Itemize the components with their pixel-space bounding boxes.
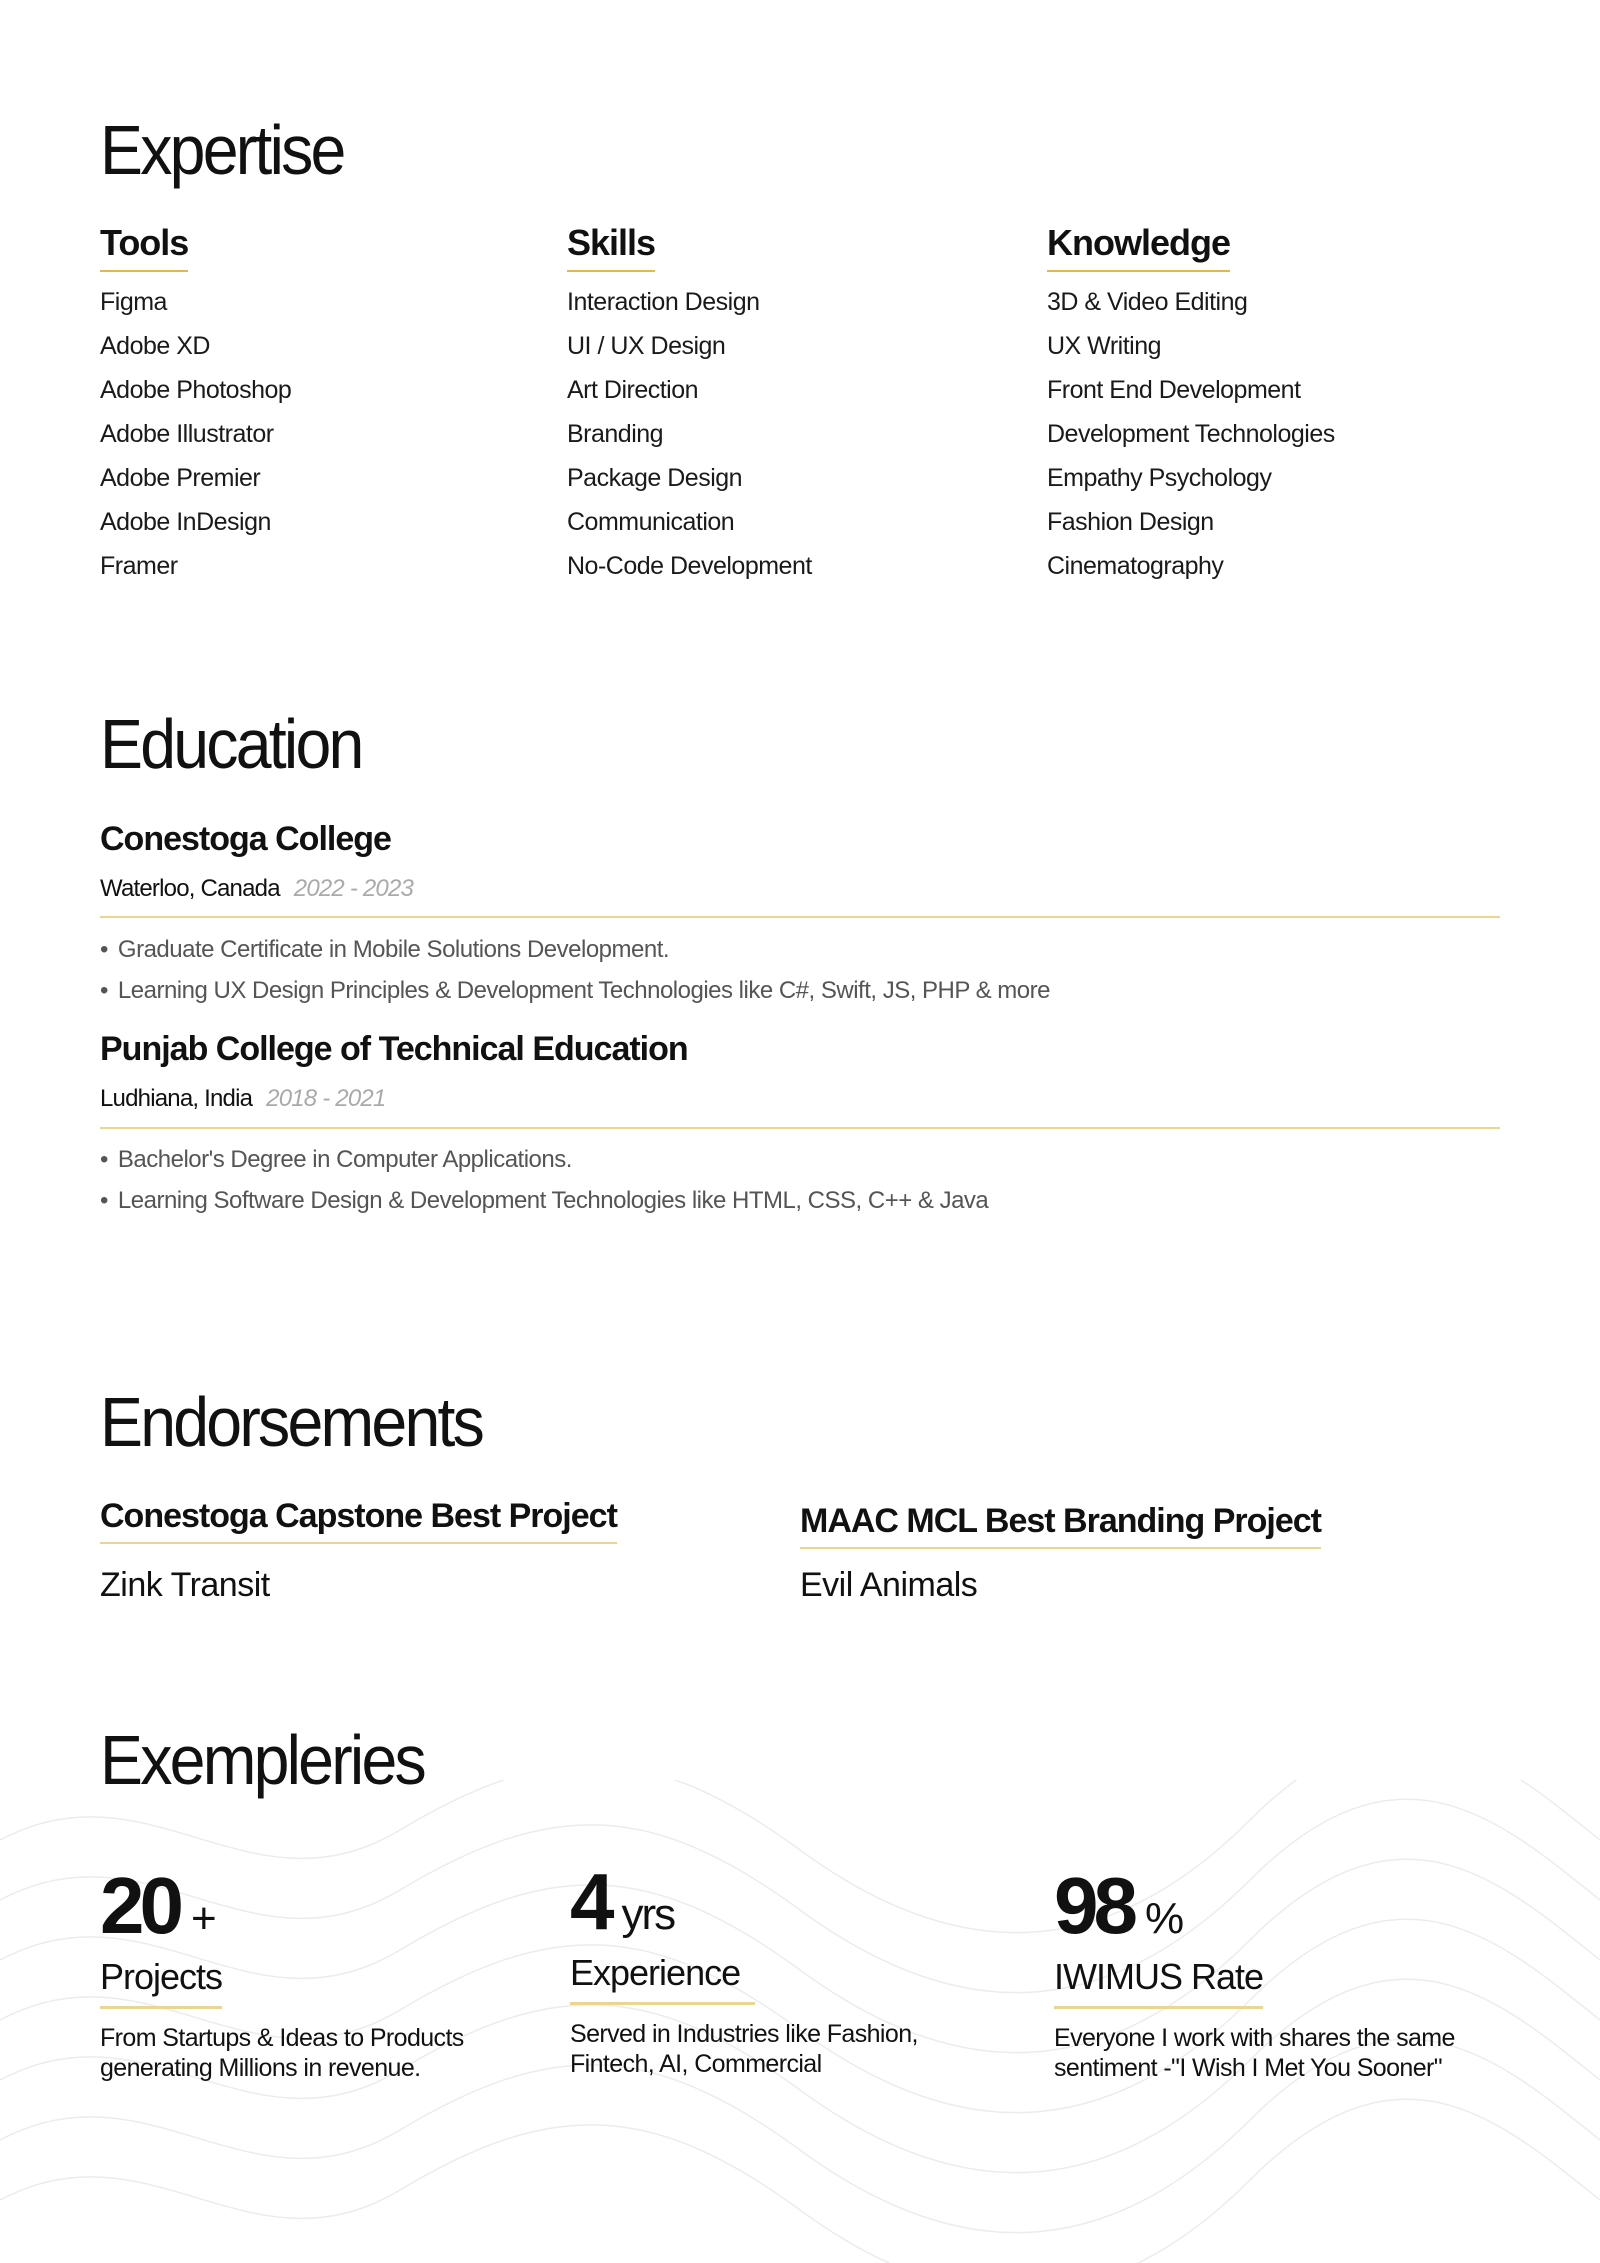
tools-list xyxy=(100,280,291,588)
divider xyxy=(100,916,1500,918)
list-item: 3D & Video Editing xyxy=(1047,288,1248,316)
bullet-text: Bachelor's Degree in Computer Applications. xyxy=(117,1146,572,1173)
stat-value: 4 xyxy=(570,1857,610,1946)
list-item: Branding xyxy=(567,420,664,448)
list-item: Adobe Photoshop xyxy=(100,376,292,404)
endorsements-title: Endorsements xyxy=(100,1383,483,1461)
exempleries-title: Exempleries xyxy=(100,1721,424,1799)
list-item: Fashion Design xyxy=(1047,508,1214,536)
bullet-item xyxy=(100,936,669,964)
bullet-item xyxy=(100,1146,572,1174)
education-title: Education xyxy=(100,705,362,783)
divider xyxy=(100,1127,1500,1129)
stat-description: Served in Industries like Fashion, Fintech, AI, Commercial xyxy=(570,2020,918,2078)
list-item: Communication xyxy=(567,508,735,536)
stat-unit: % xyxy=(1144,1894,1183,1943)
expertise-title: Expertise xyxy=(100,111,344,189)
school-location: Waterloo, Canada xyxy=(100,875,280,902)
bullet-item xyxy=(100,977,1050,1005)
stat-label: Projects xyxy=(100,1956,222,2009)
stat-experience xyxy=(570,1856,970,2079)
bullet-icon: • xyxy=(100,977,108,1004)
list-item: Adobe Illustrator xyxy=(100,420,274,448)
bullet-text: Graduate Certificate in Mobile Solutions Development. xyxy=(117,936,670,963)
school-name: Conestoga College xyxy=(100,820,391,858)
knowledge-column xyxy=(1047,222,1335,588)
stat-unit: yrs xyxy=(621,1890,675,1939)
school-meta xyxy=(100,875,413,903)
stat-value: 20 xyxy=(100,1861,179,1950)
stat-description: Everyone I work with shares the same sentiment -"I Wish I Met You Sooner" xyxy=(1054,2024,1455,2082)
list-item: Art Direction xyxy=(567,376,699,404)
stat-label: IWIMUS Rate xyxy=(1054,1956,1263,2009)
endorsement-project: Evil Animals xyxy=(800,1566,978,1604)
endorsement-award: Conestoga Capstone Best Project xyxy=(100,1497,617,1544)
list-item: Figma xyxy=(100,288,167,316)
list-item: No-Code Development xyxy=(567,552,812,580)
bullet-icon: • xyxy=(100,936,108,963)
stat-unit: + xyxy=(190,1894,215,1943)
skills-column xyxy=(567,222,812,588)
list-item: Adobe XD xyxy=(100,332,210,360)
stat-value: 98 xyxy=(1054,1861,1133,1950)
school-years: 2022 - 2023 xyxy=(293,875,414,902)
bullet-icon: • xyxy=(100,1187,108,1214)
list-item: Package Design xyxy=(567,464,743,492)
school-meta xyxy=(100,1085,385,1113)
skills-list xyxy=(567,280,812,588)
bullet-text: Learning Software Design & Development Technologies like HTML, CSS, C++ & Java xyxy=(117,1187,989,1214)
endorsement-project: Zink Transit xyxy=(100,1566,270,1604)
stat-description: From Startups & Ideas to Products generating Millions in revenue. xyxy=(100,2024,464,2082)
list-item: Adobe InDesign xyxy=(100,508,271,536)
list-item: Front End Development xyxy=(1047,376,1301,404)
school-years: 2018 - 2021 xyxy=(266,1085,386,1112)
list-item: Empathy Psychology xyxy=(1047,464,1272,492)
bullet-item xyxy=(100,1187,988,1215)
school-name: Punjab College of Technical Education xyxy=(100,1030,688,1068)
list-item: Cinematography xyxy=(1047,552,1224,580)
stat-label: Experience xyxy=(570,1952,755,2005)
list-item: Framer xyxy=(100,552,178,580)
tools-heading: Tools xyxy=(100,222,188,272)
list-item: UX Writing xyxy=(1047,332,1162,360)
skills-heading: Skills xyxy=(567,222,655,272)
bullet-icon: • xyxy=(100,1146,108,1173)
school-location: Ludhiana, India xyxy=(100,1085,253,1112)
list-item: Adobe Premier xyxy=(100,464,261,492)
list-item: Interaction Design xyxy=(567,288,760,316)
list-item: Development Technologies xyxy=(1047,420,1335,448)
knowledge-list xyxy=(1047,280,1335,588)
list-item: UI / UX Design xyxy=(567,332,726,360)
stat-projects xyxy=(100,1860,540,2083)
knowledge-heading: Knowledge xyxy=(1047,222,1230,272)
stat-iwimus xyxy=(1054,1860,1514,2083)
bullet-text: Learning UX Design Principles & Development Technologies like C#, Swift, JS, PHP & more xyxy=(117,977,1050,1004)
tools-column xyxy=(100,222,291,588)
endorsement-award: MAAC MCL Best Branding Project xyxy=(800,1502,1321,1549)
